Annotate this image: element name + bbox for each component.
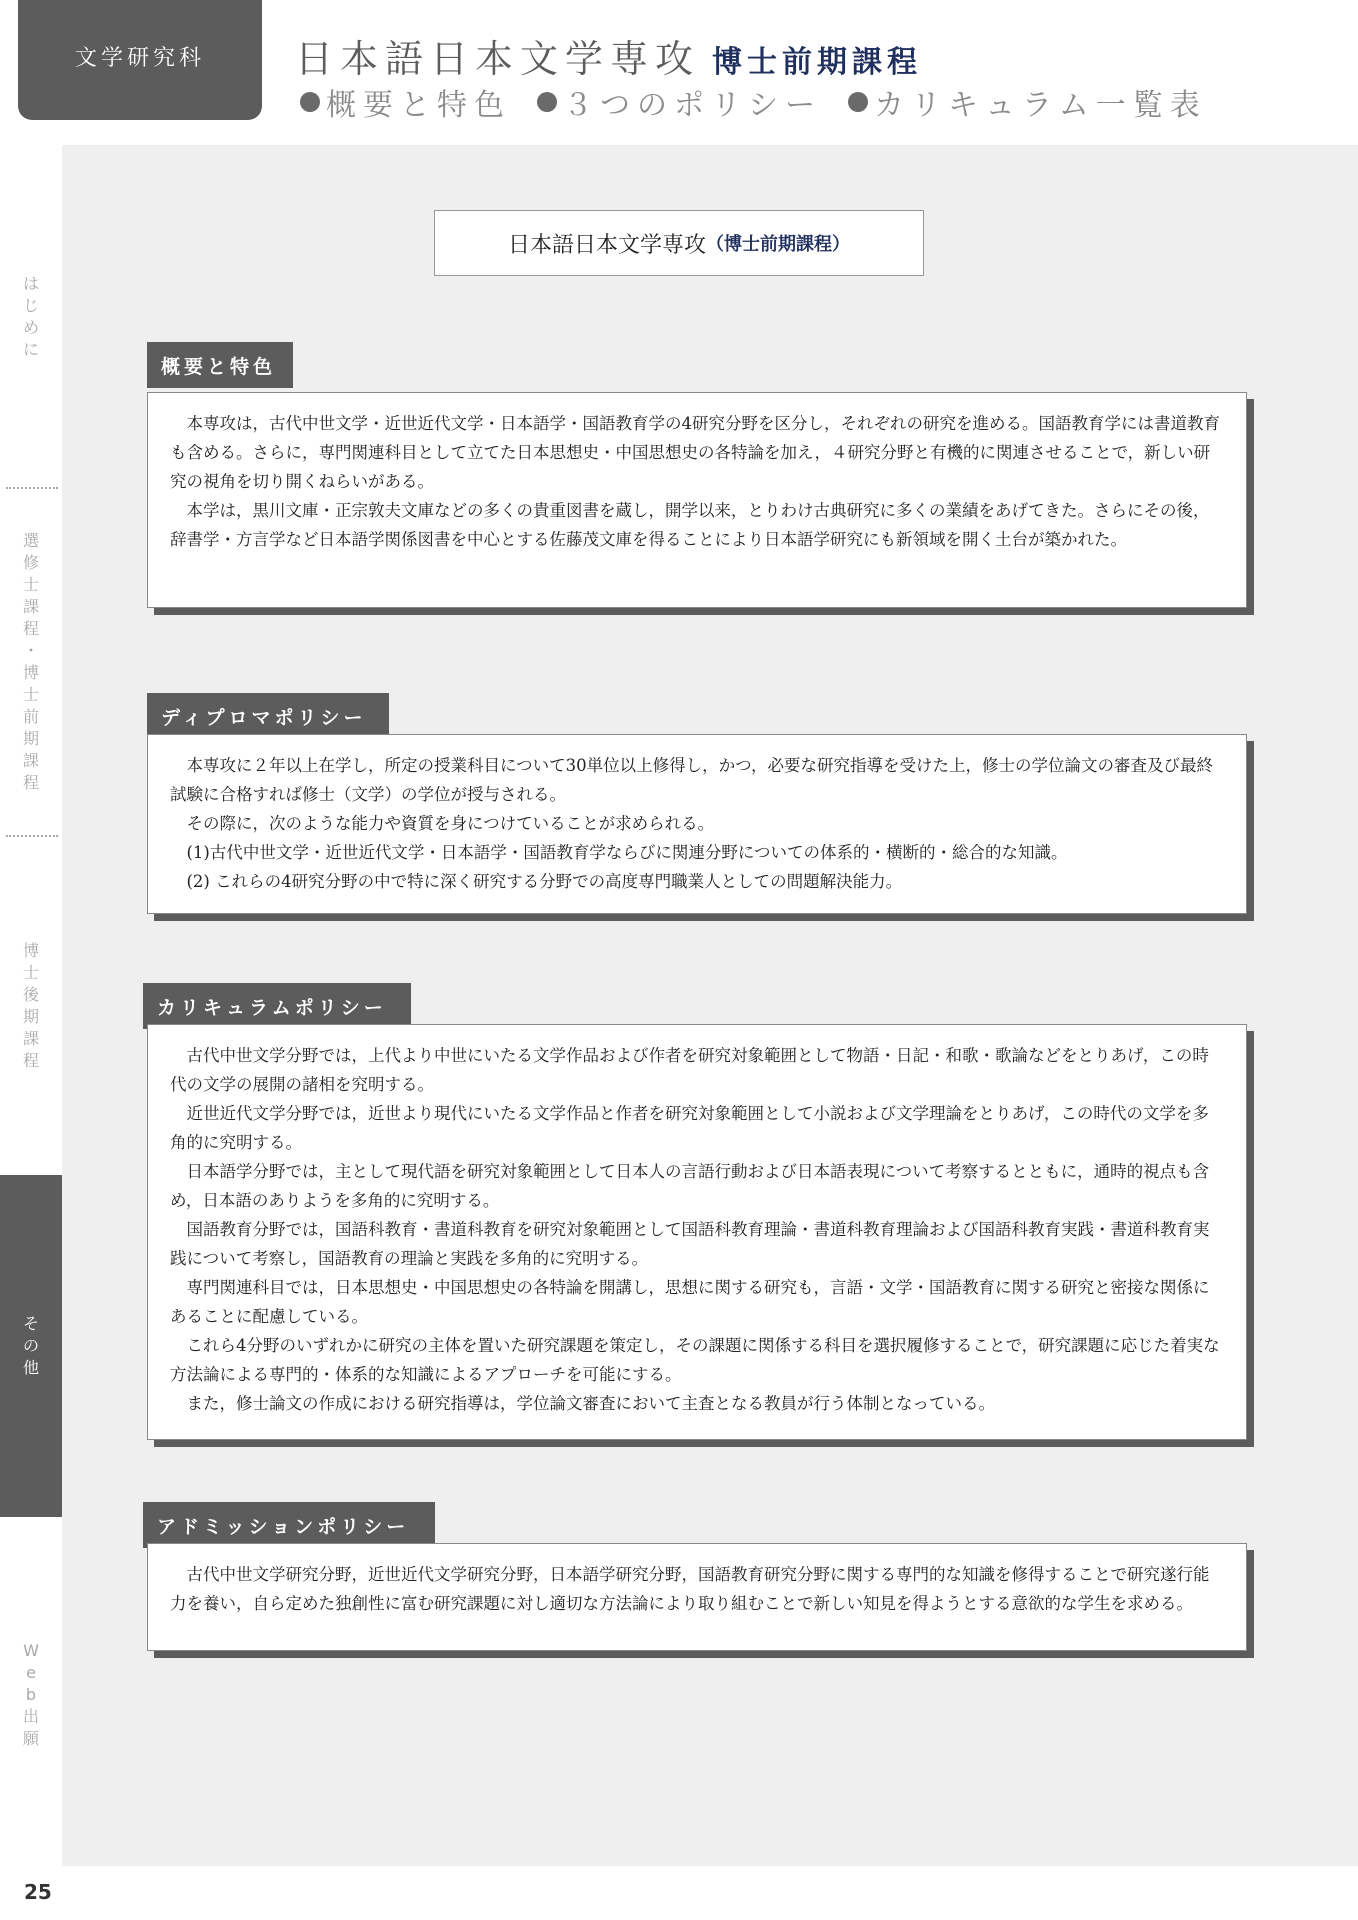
paragraph: 本専攻は，古代中世文学・近世近代文学・日本語学・国語教育学の4研究分野を区分し，それぞれの研究を進める。国語教育学には書道教育も含める。さらに，専門関連科目として立てた日本思想史・中国思想史の各特論を加え，４研究分野と有機的に関連させることで，新しい研究の視角を切り開くねらいがある。 bbox=[170, 414, 1220, 491]
sidebar-char: 期 bbox=[22, 729, 39, 748]
header-nav bbox=[300, 80, 1207, 124]
paragraph: 近世近代文学分野では，近世より現代にいたる文学作品と作者を研究対象範囲として小説および文学理論をとりあげ，この時代の文学を多角的に究明する。 bbox=[170, 1104, 1209, 1152]
sidebar-char: 博 bbox=[22, 941, 39, 960]
page-title bbox=[295, 28, 922, 83]
section-admission-policy bbox=[147, 1543, 1247, 1651]
sidebar-char: 程 bbox=[22, 773, 39, 792]
paragraph: また，修士論文の作成における研究指導は，学位論文審査において主査となる教員が行う体制となっている。 bbox=[186, 1394, 995, 1413]
nav-policies-label: ３つのポリシー bbox=[563, 88, 822, 123]
sidebar-char: 後 bbox=[22, 985, 39, 1004]
sidebar-item-masters[interactable] bbox=[0, 530, 62, 794]
page-number: 25 bbox=[24, 1880, 52, 1904]
section-overview bbox=[147, 392, 1247, 608]
section-label-admission-policy bbox=[143, 1502, 435, 1548]
sidebar-char: e bbox=[26, 1663, 36, 1682]
sidebar-item-intro[interactable] bbox=[0, 273, 62, 361]
paragraph: 専門関連科目では，日本思想史・中国思想史の各特論を開講し，思想に関する研究も，言語・文学・国語教育に関する研究と密接な関係にあることに配慮している。 bbox=[170, 1278, 1210, 1326]
nav-policies[interactable] bbox=[537, 80, 822, 124]
sidebar-char: ・ bbox=[22, 641, 39, 660]
sidebar-char: 他 bbox=[22, 1358, 39, 1377]
section-diploma-policy bbox=[147, 734, 1247, 914]
section-label-diploma-policy bbox=[147, 693, 389, 739]
sidebar-char: の bbox=[22, 1336, 39, 1355]
side-nav bbox=[0, 145, 62, 1866]
sidebar-char: に bbox=[22, 340, 39, 359]
list-item: (2) これらの4研究分野の中で特に深く研究する分野での高度専門職業人としての問題解決能力。 bbox=[186, 872, 903, 891]
sidebar-char: 課 bbox=[22, 751, 39, 770]
section-label-text: ディプロマポリシー bbox=[161, 706, 367, 729]
sidebar-char: 課 bbox=[22, 1029, 39, 1048]
section-label-text: カリキュラムポリシー bbox=[157, 996, 387, 1019]
sidebar-char: じ bbox=[22, 296, 39, 315]
department-tab bbox=[18, 0, 262, 120]
paragraph: 本学は，黒川文庫・正宗敦夫文庫などの多くの貴重図書を蔵し，開学以来，とりわけ古典研究に多くの業績をあげてきた。さらにその後，辞書学・方言学など日本語学関係図書を中心とする佐藤茂文庫を得ることにより日本語学研究にも新領域を開く土台が築かれた。 bbox=[170, 501, 1210, 549]
section-label-overview bbox=[147, 342, 293, 388]
paragraph: その際に，次のような能力や資質を身につけていることが求められる。 bbox=[186, 814, 715, 833]
section-label-text: 概要と特色 bbox=[161, 355, 277, 378]
sidebar-divider bbox=[6, 835, 58, 837]
sidebar-char: は bbox=[22, 274, 39, 293]
paragraph: 日本語学分野では，主として現代語を研究対象範囲として日本人の言語行動および日本語表現について考察するとともに，通時的視点も含め，日本語のありようを多角的に究明する。 bbox=[170, 1162, 1210, 1210]
sidebar-char: 課 bbox=[22, 597, 39, 616]
sidebar-divider bbox=[6, 487, 58, 489]
sidebar-char: 士 bbox=[22, 963, 39, 982]
major-title-sub: （博士前期課程） bbox=[706, 234, 850, 255]
paragraph: 古代中世文学分野では，上代より中世にいたる文学作品および作者を研究対象範囲として物語・日記・和歌・歌論などをとりあげ，この時代の文学の展開の諸相を究明する。 bbox=[170, 1046, 1209, 1094]
sidebar-char: 出 bbox=[22, 1707, 39, 1726]
section-label-text: アドミッションポリシー bbox=[157, 1515, 410, 1538]
sidebar-char: W bbox=[23, 1641, 39, 1660]
page-title-main: 日本語日本文学専攻 bbox=[295, 37, 701, 81]
nav-curriculum-table-label: カリキュラム一覧表 bbox=[874, 88, 1207, 123]
sidebar-item-web-application[interactable] bbox=[0, 1640, 62, 1750]
section-label-curriculum-policy bbox=[143, 983, 411, 1029]
bullet-dot-icon bbox=[300, 92, 320, 112]
nav-overview-label: 概要と特色 bbox=[326, 88, 511, 123]
sidebar-char: 士 bbox=[22, 575, 39, 594]
section-curriculum-policy bbox=[147, 1024, 1247, 1440]
page-title-sub: 博士前期課程 bbox=[712, 45, 923, 80]
paragraph: 国語教育分野では，国語科教育・書道科教育を研究対象範囲として国語科教育理論・書道科教育理論および国語科教育実践・書道科教育実践について考察し，国語教育の理論と実践を多角的に究明する。 bbox=[170, 1220, 1210, 1268]
department-label: 文学研究科 bbox=[74, 45, 205, 71]
sidebar-char: そ bbox=[22, 1314, 39, 1333]
nav-curriculum-table[interactable] bbox=[848, 80, 1207, 124]
sidebar-char: 前 bbox=[22, 707, 39, 726]
sidebar-char: 修 bbox=[22, 553, 39, 572]
nav-overview[interactable] bbox=[300, 80, 511, 124]
list-item: (1)古代中世文学・近世近代文学・日本語学・国語教育学ならびに関連分野についての体系的・横断的・総合的な知識。 bbox=[186, 843, 1068, 862]
major-title-box bbox=[434, 210, 924, 276]
sidebar-char: 程 bbox=[22, 1051, 39, 1070]
sidebar-item-other[interactable] bbox=[0, 1175, 62, 1517]
sidebar-char: 選 bbox=[22, 531, 39, 550]
sidebar-char: b bbox=[25, 1685, 37, 1704]
sidebar-char: 士 bbox=[22, 685, 39, 704]
paragraph: 本専攻に２年以上在学し，所定の授業科目について30単位以上修得し，かつ，必要な研究指導を受けた上，修士の学位論文の審査及び最終試験に合格すれば修士（文学）の学位が授与される。 bbox=[170, 756, 1214, 804]
sidebar-char: 博 bbox=[22, 663, 39, 682]
sidebar-char: め bbox=[22, 318, 39, 337]
sidebar-char: 程 bbox=[22, 619, 39, 638]
paragraph: これら4分野のいずれかに研究の主体を置いた研究課題を策定し，その課題に関係する科目を選択履修することで，研究課題に応じた着実な方法論による専門的・体系的な知識によるアプローチを可能にする。 bbox=[170, 1336, 1220, 1384]
sidebar-char: 願 bbox=[22, 1729, 39, 1748]
sidebar-char: 期 bbox=[22, 1007, 39, 1026]
bullet-dot-icon bbox=[537, 92, 557, 112]
sidebar-item-doctoral[interactable] bbox=[0, 940, 62, 1072]
paragraph: 古代中世文学研究分野，近世近代文学研究分野，日本語学研究分野，国語教育研究分野に関する専門的な知識を修得することで研究遂行能力を養い，自ら定めた独創性に富む研究課題に対し適切な方法論により取り組むことで新しい知見を得ようとする意欲的な学生を求める。 bbox=[170, 1565, 1210, 1613]
bullet-dot-icon bbox=[848, 92, 868, 112]
major-title: 日本語日本文学専攻 bbox=[507, 232, 706, 258]
